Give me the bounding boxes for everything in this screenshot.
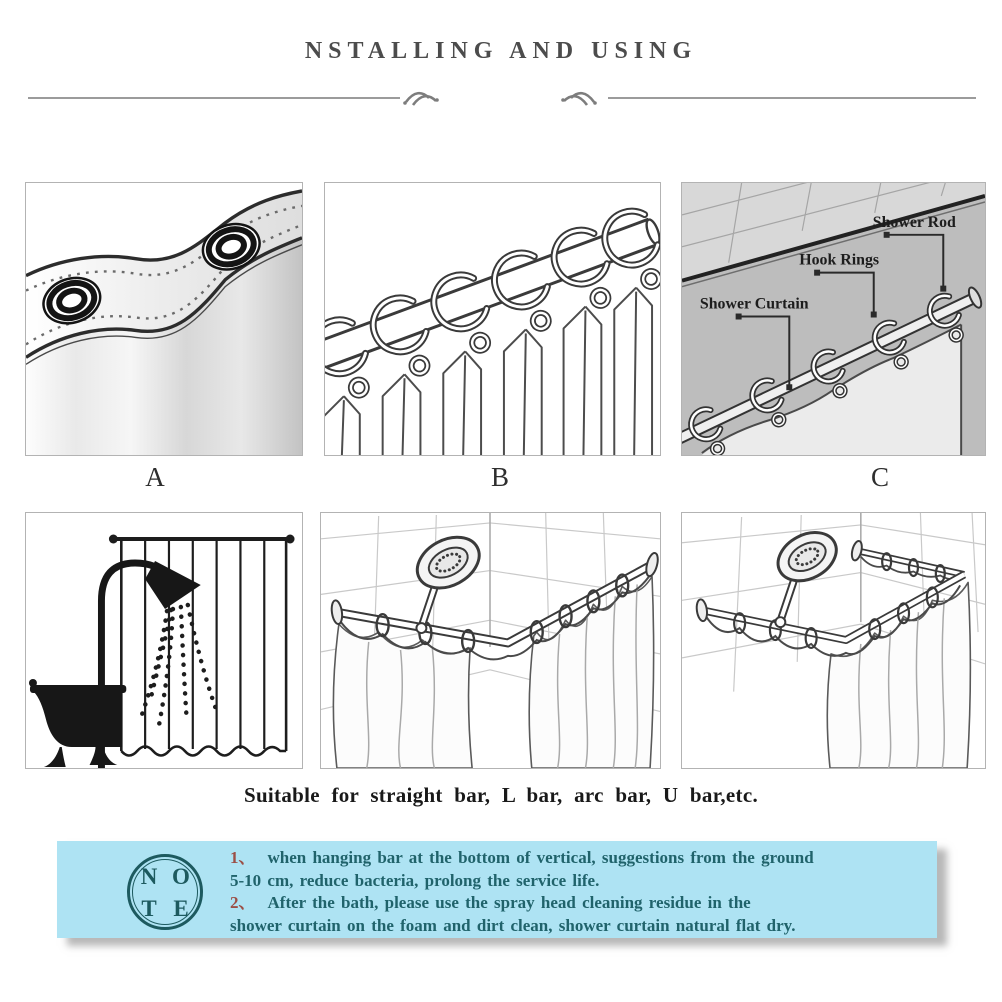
shower-head-icon [409,527,488,633]
hook-rings-label: Hook Rings [799,251,880,269]
u-bar-illustration [682,513,985,768]
bathtub-icon [29,679,126,767]
note-item-1-number: 1、 [230,848,256,867]
note-letter-o: O [172,863,190,889]
note-box [57,841,937,938]
note-letter-e: E [173,895,189,921]
panel-e-l-bar-scene [320,512,661,769]
note-item-2-line-2: shower curtain on the foam and dirt clean, shower curtain natural flat dry. [230,915,796,935]
figure-label-b: B [490,462,509,492]
panel-d-bathtub-scene [25,512,303,769]
note-badge [127,854,203,930]
l-bar-illustration [321,513,660,768]
divider-line-left [28,97,400,99]
bathtub-illustration [26,513,302,768]
note-item-2-text: After the bath, please use the spray head cleaning residue in the [267,893,751,912]
page-title: NSTALLING AND USING [304,38,698,64]
note-badge-letters [132,859,198,925]
figure-label-c: C [870,462,889,492]
note-item-1-line-2: 5-10 cm, reduce bacteria, prolong the service life. [230,870,600,890]
panel-a-grommet-closeup [25,182,303,456]
shower-rod-label: Shower Rod [872,213,956,231]
note-item-1-text: when hanging bar at the bottom of vertical, suggestions from the ground [267,848,814,867]
grommet-illustration [26,183,302,455]
figure-label-a: A [145,462,165,492]
note-item-2-line-1 [230,892,930,915]
water-spray-icon [141,605,216,725]
labeled-rod-illustration [682,183,985,455]
shower-curtain-shape [333,577,653,768]
panel-c-labeled-parts [681,182,986,456]
divider-ornament-left-icon [400,86,446,110]
hook-rings-illustration [325,183,660,455]
panel-f-u-bar-scene [681,512,986,769]
divider-line-right [608,97,976,99]
note-letter-n: N [140,863,158,889]
note-text [230,847,930,937]
divider-ornament-right-icon [554,86,600,110]
curtain-rod [109,535,295,544]
curtain [121,539,286,756]
note-item-1-line-1 [230,847,930,870]
shower-curtain-label: Shower Curtain [699,295,809,313]
panel-b-hook-rings [324,182,661,456]
note-letter-t: T [141,895,157,921]
suitable-caption: Suitable for straight bar, L bar, arc bar, U bar,etc. [243,783,759,807]
note-item-2-number: 2、 [230,893,256,912]
shower-head-icon [770,523,845,627]
